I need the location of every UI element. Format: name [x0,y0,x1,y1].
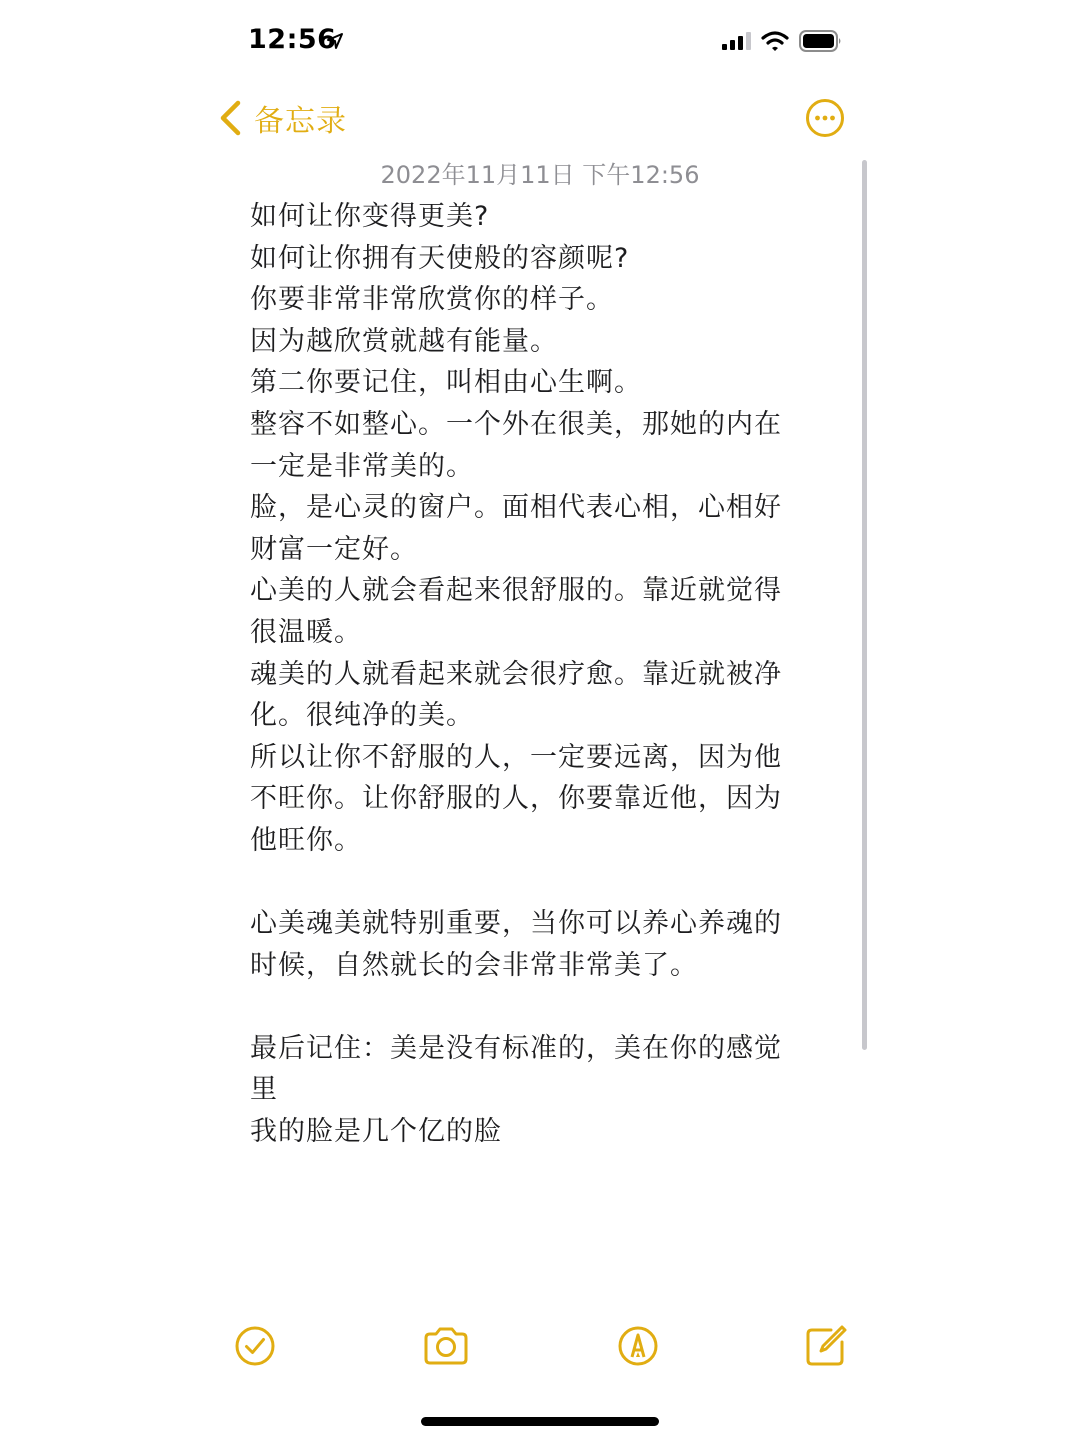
wifi-icon [761,30,789,52]
note-line: 你要非常非常欣赏你的样子。 [250,284,614,316]
note-line: 整容不如整心。一个外在很美，那她的内在 [250,408,782,440]
note-line: 所以让你不舒服的人，一定要远离，因为他 [250,741,782,773]
note-line: 最后记住：美是没有标准的，美在你的感觉 [250,1032,782,1064]
note-line: 脸，是心灵的窗户。面相代表心相，心相好 [250,492,782,524]
note-line [250,986,820,1028]
note-line: 时候，自然就长的会非常非常美了。 [250,949,698,981]
location-arrow-icon [326,32,344,50]
camera-icon[interactable] [421,1322,471,1370]
back-to-notes-button[interactable] [218,96,347,140]
note-line: 里 [250,1074,278,1106]
scroll-indicator[interactable] [862,160,867,1050]
cellular-signal-icon [722,32,752,50]
note-line: 心美魂美就特别重要，当你可以养心养魂的 [250,908,782,940]
note-line: 化。很纯净的美。 [250,700,474,732]
note-line: 如何让你变得更美? [250,201,490,232]
note-line: 不旺你。让你舒服的人，你要靠近他，因为 [250,783,782,815]
note-line: 很温暖。 [250,616,362,648]
note-line: 如何让你拥有天使般的容颜呢? [250,242,630,274]
compose-icon[interactable] [802,1322,850,1370]
note-date: 2022年11月11日 下午12:56 [380,161,700,189]
back-button-label: 备忘录 [254,104,347,139]
status-time: 12:56 [248,24,337,55]
note-line [250,862,820,904]
checklist-icon[interactable] [231,1322,279,1370]
note-line: 第二你要记住，叫相由心生啊。 [250,367,642,399]
home-indicator[interactable] [421,1417,659,1426]
note-line: 魂美的人就看起来就会很疗愈。靠近就被净 [250,658,782,690]
markup-pen-icon[interactable] [614,1322,662,1370]
note-line: 因为越欣赏就越有能量。 [250,325,558,357]
note-body[interactable] [250,196,820,1153]
note-line: 一定是非常美的。 [250,450,474,482]
note-line: 心美的人就会看起来很舒服的。靠近就觉得 [250,575,782,607]
chevron-left-icon [218,99,242,137]
note-line: 财富一定好。 [250,533,418,565]
note-line: 他旺你。 [250,824,362,856]
battery-icon [799,29,843,53]
note-line: 我的脸是几个亿的脸 [250,1116,502,1148]
status-bar [0,0,1080,84]
ellipsis-circle-icon[interactable] [805,98,845,138]
